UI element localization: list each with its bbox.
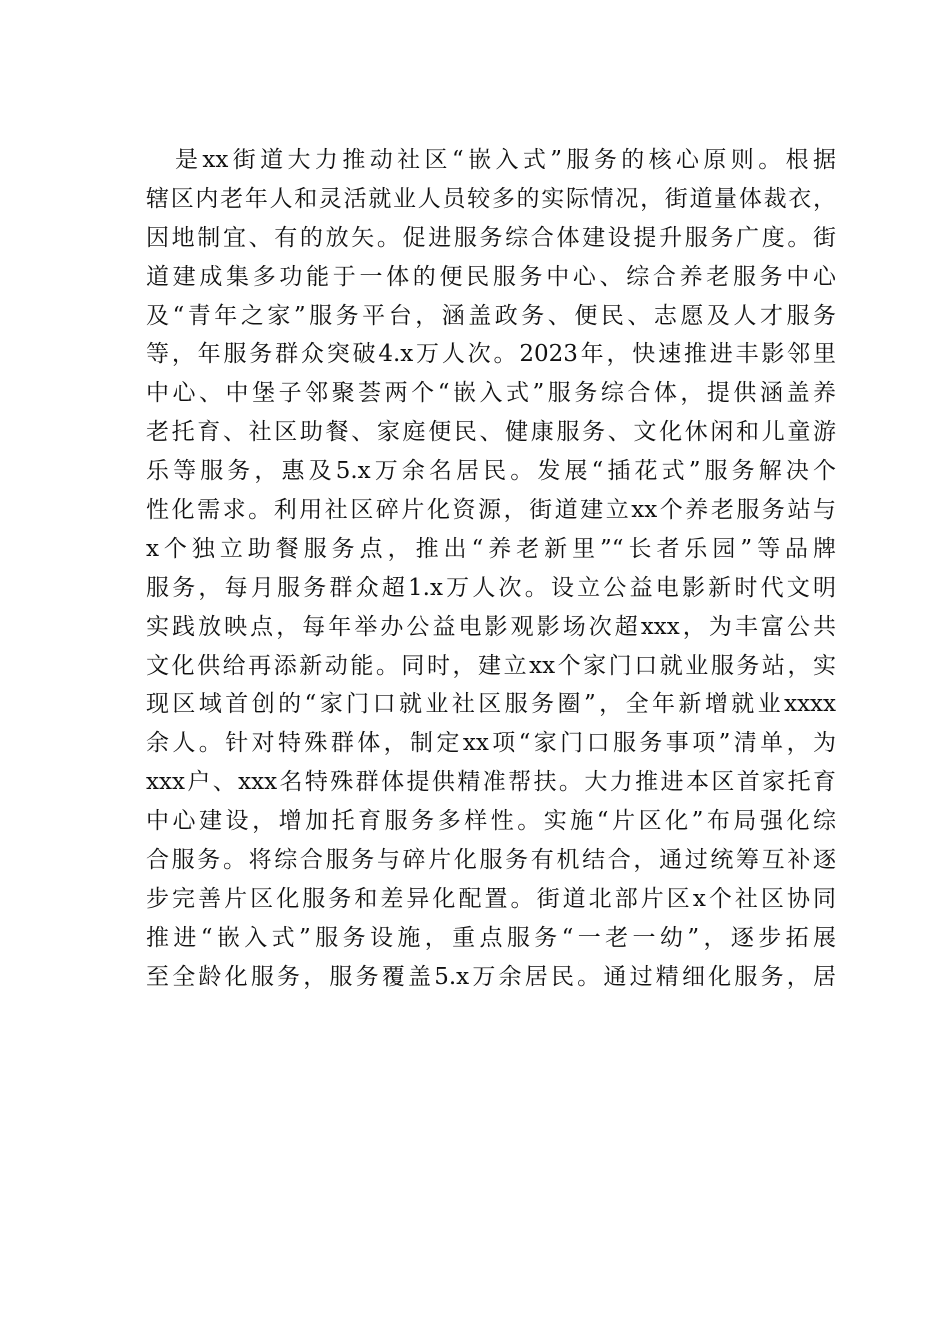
text-line: 文化供给再添新动能。同时，建立xx个家门口就业服务站，实 xyxy=(146,652,836,679)
text-line: xxx户、xxx名特殊群体提供精准帮扶。大力推进本区首家托育 xyxy=(146,769,836,796)
text-line: 余人。针对特殊群体，制定xx项“家门口服务事项”清单，为 xyxy=(146,730,836,757)
text-line: 因地制宜、有的放矢。促进服务综合体建设提升服务广度。街 xyxy=(146,224,836,251)
text-line: 推进“嵌入式”服务设施，重点服务“一老一幼”，逐步拓展 xyxy=(146,924,836,951)
text-line: 等，年服务群众突破4.x万人次。2023年，快速推进丰影邻里 xyxy=(146,341,836,368)
text-line: 性化需求。利用社区碎片化资源，街道建立xx个养老服务站与 xyxy=(146,497,836,524)
body-paragraph xyxy=(146,141,836,997)
text-line: 合服务。将综合服务与碎片化服务有机结合，通过统筹互补逐 xyxy=(146,847,836,874)
text-line: 道建成集多功能于一体的便民服务中心、综合养老服务中心 xyxy=(146,263,836,290)
text-line: 实践放映点，每年举办公益电影观影场次超xxx，为丰富公共 xyxy=(146,613,836,640)
text-line: 辖区内老年人和灵活就业人员较多的实际情况，街道量体裁衣， xyxy=(146,185,836,212)
text-line: x个独立助餐服务点，推出“养老新里”“长者乐园”等品牌 xyxy=(146,535,836,562)
text-line: 至全龄化服务，服务覆盖5.x万余居民。通过精细化服务，居 xyxy=(146,963,836,990)
text-line: 老托育、社区助餐、家庭便民、健康服务、文化休闲和儿童游 xyxy=(146,419,836,446)
text-line: 中心、中堡子邻聚荟两个“嵌入式”服务综合体，提供涵盖养 xyxy=(146,380,836,407)
text-line: 中心建设，增加托育服务多样性。实施“片区化”布局强化综 xyxy=(146,808,836,835)
text-line: 及“青年之家”服务平台，涵盖政务、便民、志愿及人才服务 xyxy=(146,302,836,329)
text-line: 步完善片区化服务和差异化配置。街道北部片区x个社区协同 xyxy=(146,885,836,912)
text-line: 是xx街道大力推动社区“嵌入式”服务的核心原则。根据 xyxy=(175,147,836,173)
text-line: 服务，每月服务群众超1.x万人次。设立公益电影新时代文明 xyxy=(146,574,836,601)
text-line: 乐等服务，惠及5.x万余名居民。发展“插花式”服务解决个 xyxy=(146,458,836,485)
text-line: 现区域首创的“家门口就业社区服务圈”，全年新增就业xxxx xyxy=(146,691,836,718)
